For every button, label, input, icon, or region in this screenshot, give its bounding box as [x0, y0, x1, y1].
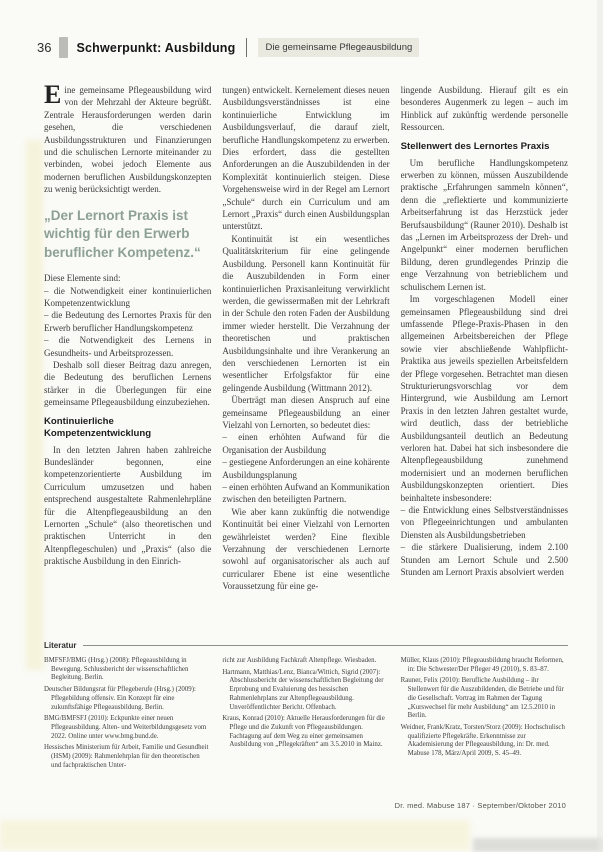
paragraph: Wie aber kann zukünftig die notwendige Kontinuität bei einer Vielzahl von Lernorten gewährleistet werden? Eine flexible Verzahnung der verschiedenen Lernorte sowohl auf organisatorischer als auch auf curricularer Ebene ist eine wesentliche Voraussetzung für eine ge-	[222, 506, 390, 592]
reference: Hartmann, Matthias/Lenz, Bianca/Wittich, Sigrid (2007): Abschlussbericht der wissenschaftlichen Begleitung der Erprobung und Evaluierung des hessischen Rahmenlehrplans zur Altenpflegeausbildung. Unveröffentlichter Bericht. Offenbach.	[222, 668, 384, 711]
literature-header	[44, 641, 568, 650]
literature-heading: Literatur	[44, 641, 77, 650]
list-intro: Diese Elemente sind:	[44, 273, 121, 284]
list-item: – gestiegene Anforderungen an eine kohärente Ausbildungsplanung	[222, 457, 390, 480]
reference: Deutscher Bildungsrat für Pflegeberufe (Hrsg.) (2009): Pflegebildung offensiv. Ein Konzept für eine zukunftsfähige Pflegeausbildung. Berlin.	[44, 686, 196, 711]
paragraph: Um berufliche Handlungskompetenz erwerben zu können, müssen Auszubildende praktische „Erfahrungen sammeln können“, denn die „reflektierte und kommunizierte Arbeitserfahrung ist das Herzstück jeder Berufsausbildung“ (Rauner 2010). Deshalb ist das „Lernen im Arbeitsprozess der Dreh- und Angelpunkt“ einer modernen beruflichen Bildung, deren grundlegendes Prinzip die enge Verzahnung von betrieblichem und schulischem Lernen ist.	[400, 157, 568, 292]
literature-columns	[44, 657, 568, 773]
paragraph-text: ine gemeinsame Pflegeausbildung wird von der Mehrzahl der Akteure begrüßt. Zentrale Herausforderungen werden darin gesehen, die verschiedenen Ausbildungsstrukturen und Finanzierungen und die schulischen Lernorte miteinander zu verbinden, wobei jedoch Elemente aus modernen beruflichen Ausbildungskonzepten zu wenig berücksichtigt werden.	[44, 85, 212, 195]
article-title: Die gemeinsame Pflegeausbildung	[258, 38, 419, 57]
paragraph: tungen) entwickelt. Kernelement dieses neuen Ausbildungsverständnisses ist eine kontinuierliche Entwicklung im Ausbildungsverlauf, die darauf zielt, berufliche Handlungskompetenz zu erwerben. Dies erfordert, dass die gestellten Anforderungen an die Auszubildenden in der Komplexität kontinuierlich steigen. Diese Vorgehensweise wird in der Regel am Lernort „Schule“ durch ein Curriculum und am Lernort „Praxis“ durch einen Ausbildungsplan unterstützt.	[222, 85, 390, 232]
paragraph	[44, 84, 211, 196]
reference: Kraus, Konrad (2010): Aktuelle Herausforderungen für die Pflege und die Zukunft von Pflegeausbildungen. Fachtagung auf dem Weg zu einer gemeinsamen Ausbildung von „Pflegekräften“ am 3.5.2010 in Mainz.	[222, 715, 385, 749]
paragraph: Kontinuität ist ein wesentliches Qualitätskriterium für eine gelingende Ausbildung. Personell kann Kontinuität für die Auszubildenden in Form einer kontinuierlichen Praxisanleitung verwirklicht werden, die gewissermaßen mit der Lehrkraft in der Schule den roten Faden der Ausbildung immer wieder herstellt. Die Verzahnung der theoretischen und praktischen Ausbildungsinhalte und ihre Verankerung an den verschiedenen Lernorten ist ein wesentlicher Erfolgsfaktor für eine gelingende Ausbildung (Wittmann 2012).	[222, 233, 390, 393]
paragraph: In den letzten Jahren haben zahlreiche Bundesländer begonnen, eine kompetenzorientierte Ausbildung im Curriculum umzusetzen und haben entsprechend ausgestaltete Rahmenlehrpläne für die Altenpflegeausbildung an den Lernorten „Schule“ (also theoretischen und praktischen Unterricht in den Altenpflegeschulen) und „Praxis“ (also die praktische Ausbildung in den Einrich-	[44, 444, 212, 567]
literature-column-2	[222, 657, 389, 773]
section-title: Schwerpunkt: Ausbildung	[76, 40, 236, 55]
scan-artifact-corner-shadow	[473, 838, 603, 852]
article-column-3	[401, 84, 568, 644]
reference-continuation: richt zur Ausbildung Fachkraft Altenpflege. Wiesbaden.	[222, 657, 377, 664]
reference: Müller, Klaus (2010): Pflegeausbildung braucht Reformen, in: Die Schwester/Der Pfleger 49 (2010), S. 83–87.	[400, 657, 564, 673]
paragraph: Im vorgeschlagenen Modell einer gemeinsamen Pflegeausbildung sind drei umfassende Pflege-Praxis-Phasen in den allgemeinen Arbeitsbereichen der Pflege sowie vier abschließende Wahlpflicht-Praktika aus jeweils speziellen Arbeitsfeldern der Pflege vorgesehen. Betrachtet man diesen Strukturierungsvorschlag vor dem Hintergrund, wie Ausbildung am Lernort Praxis in den letzten Jahren gestaltet wurde, wird deutlich, dass der betriebliche Ausbildungsanteil deutlich an Bedeutung verloren hat. Dabei hat sich insbesondere die Altenpflegeausbildung zunehmend modernisiert und an modernen beruflichen Ausbildungskonzepten orientiert. Dies beinhaltete insbesondere:	[400, 294, 568, 503]
subheading-stellenwert-des-lernortes-praxis: Stellenwert des Lernortes Praxis	[400, 140, 550, 152]
drop-cap: E	[44, 84, 62, 109]
list-item: – einen erhöhten Aufwand an Kommunikation zwischen den beteiligten Partnern.	[222, 482, 390, 505]
literature-column-1	[44, 657, 211, 773]
list-item: – einen erhöhten Aufwand für die Organisation der Ausbildung	[222, 432, 390, 455]
page-number: 36	[37, 40, 52, 55]
header-bar-icon	[59, 37, 68, 58]
reference: Weidner, Frank/Kratz, Torsten/Storz (2009): Hochschulisch qualifizierte Pflegekräfte. Erkenntnisse zur Akademisierung der Pflegeausbildung, in: Dr. med. Mabuse 178, März/April 2009, S. 45–49.	[400, 723, 565, 758]
subheading-kontinuierliche-kompetenzentwicklung: Kontinuierliche Kompetenzentwicklung	[44, 415, 152, 439]
article-body	[44, 84, 568, 644]
article-column-2	[222, 84, 389, 644]
journal-footer: Dr. med. Mabuse 187 · September/Oktober 2010	[394, 801, 566, 810]
dash-list	[44, 285, 211, 359]
literature-column-3	[401, 657, 568, 773]
literature-rule	[83, 645, 568, 646]
paragraph: Deshalb soll dieser Beitrag dazu anregen, die Bedeutung des beruflichen Lernens stärker in die Überlegungen für eine gemeinsame Pflegeausbildung einzubeziehen.	[44, 360, 212, 408]
reference: BMFSFJ/BMG (Hrsg.) (2008): Pflegeausbildung in Bewegung. Schlussbericht der wissenschaftlichen Begleitung. Berlin.	[44, 657, 189, 682]
list-item: – die Notwendigkeit einer kontinuierlichen Kompetenzentwicklung	[44, 285, 212, 308]
list-item: – die Notwendigkeit des Lernens in Gesundheits- und Arbeitsprozessen.	[44, 335, 212, 358]
literature-section	[44, 641, 568, 773]
reference: BMG/BMFSFJ (2010): Eckpunkte einer neuen Pflegeausbildung. Alten- und Weiterbildungsgesetz vom 2022. Online unter www.bmg.bund.de.	[44, 715, 207, 740]
dash-list	[222, 431, 389, 505]
page-header	[37, 37, 566, 58]
paragraph: Überträgt man diesen Anspruch auf eine gemeinsame Pflegeausbildung an einer Vielzahl von Lernorten, so bedeutet dies:	[222, 395, 390, 430]
list-item: – die Entwicklung eines Selbstverständnisses von Pflegeeinrichtungen und ambulanten Diensten als Ausbildungsbetrieben	[400, 505, 568, 540]
scan-artifact-bottom-strip	[0, 820, 470, 850]
reference: Rauner, Felix (2010): Berufliche Ausbildung – ihr Stellenwert für die Auszubildenden, die Betriebe und für die Gesellschaft. Vortrag im Rahmen der Tagung „Kurswechsel für mehr Ausbildung“ am 12.5.2010 in Berlin.	[400, 677, 564, 720]
reference: Hessisches Ministerium für Arbeit, Familie und Gesundheit (HSM) (2009): Rahmenlehrplan für den theoretischen und fachpraktischen Unter-	[44, 744, 209, 769]
scan-artifact-left-strip	[26, 140, 43, 670]
paragraph: lingende Ausbildung. Hierauf gilt es ein besonderes Augenmerk zu legen – auch im Hinblick auf zukünftig werdende personelle Ressourcen.	[400, 85, 568, 133]
pull-quote: „Der Lernort Praxis ist wichtig für den Erwerb beruflicher Kompetenz.“	[44, 207, 201, 260]
scan-artifact-right-edge	[597, 0, 603, 852]
dash-list	[401, 504, 568, 578]
header-divider	[246, 38, 247, 57]
list-item: – die stärkere Dualisierung, indem 2.100 Stunden am Lernort Schule und 2.500 Stunden am Lernort Praxis absolviert werden	[400, 542, 568, 578]
article-column-1	[44, 84, 211, 644]
list-item: – die Bedeutung des Lernortes Praxis für den Erwerb beruflicher Handlungskompetenz	[44, 310, 212, 333]
